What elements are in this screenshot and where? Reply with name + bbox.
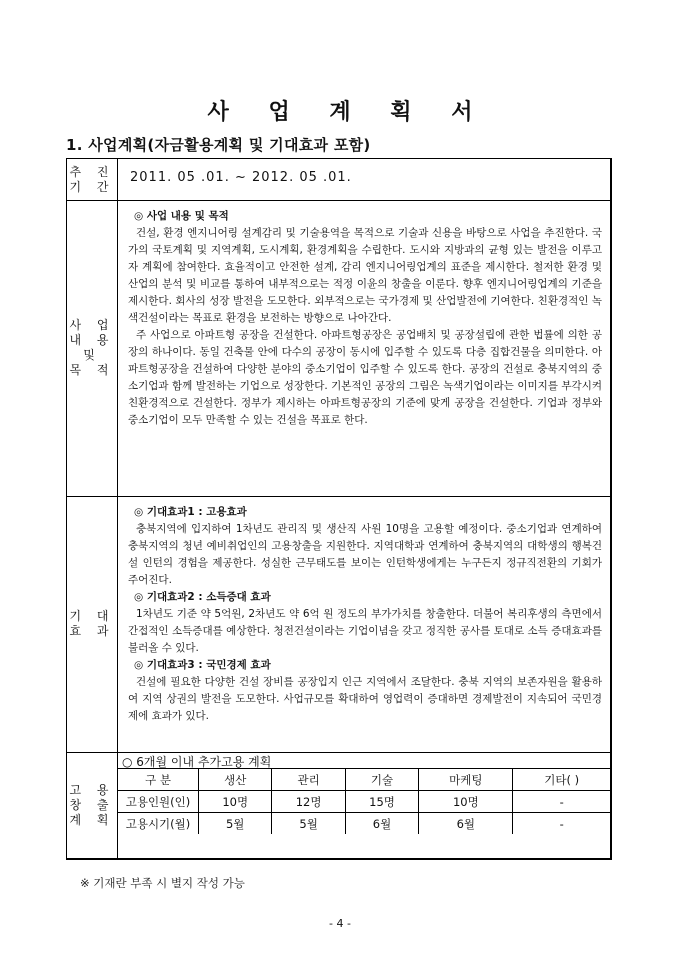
table-row (118, 813, 610, 835)
effects-row (67, 496, 610, 753)
employment-table (118, 769, 610, 834)
effect-heading: ◎ 기대효과1 : 고용효과 (134, 506, 247, 518)
column-header: 기술 (345, 769, 418, 791)
effect-heading: ◎ 기대효과2 : 소득증대 효과 (134, 591, 271, 603)
page-number: - 4 - (329, 917, 351, 930)
table-cell: - (513, 791, 610, 813)
business-label: 사 업 내 용 및 목 적 (67, 200, 118, 496)
effects-label: 기 대 효 과 (67, 496, 118, 752)
table-header-row (118, 769, 610, 791)
period-label: 추 진 기 간 (67, 159, 118, 200)
effect-text: 충북지역에 입지하여 1차년도 관리직 및 생산직 사원 10명을 고용할 예정이다. 중소기업과 연계하여 충북지역의 청년 예비취업인의 고용창출을 지원한다. 지역대학과 연계하여 충북지역의 대학생의 행복건설 인턴의 경험을 제공한다. 성실한 근무태도를 보이는 인턴학생에게는 누구든지 정규직전환의 기회가 주어진다. (128, 523, 602, 586)
table-cell: 6월 (419, 813, 513, 835)
employment-row (67, 752, 610, 859)
table-cell: 10명 (419, 791, 513, 813)
column-header: 생산 (199, 769, 272, 791)
business-content (118, 200, 610, 496)
document-title: 사 업 계 획 서 (207, 99, 489, 125)
table-cell: 고용시기(월) (118, 813, 199, 835)
table-cell: 12명 (272, 791, 345, 813)
employment-content (118, 752, 610, 859)
table-cell: 고용인원(인) (118, 791, 199, 813)
table-cell: 15명 (345, 791, 418, 813)
table-cell: 6월 (345, 813, 418, 835)
column-header: 마케팅 (419, 769, 513, 791)
column-header: 관리 (272, 769, 345, 791)
table-cell: - (513, 813, 610, 835)
effect-text: 건설에 필요한 다양한 건설 장비를 공장입지 인근 지역에서 조달한다. 충북 지역의 보존자원을 활용하여 지역 상권의 발전을 도모한다. 사업규모를 확대하여 영업력이 증대하면 경제발전이 지속되어 국민경제에 효과가 있다. (128, 676, 602, 722)
period-row (67, 159, 610, 201)
business-paragraph: 주 사업으로 아파트형 공장을 건설한다. 아파트형공장은 공업배치 및 공장설립에 관한 법률에 의한 공장의 하나이다. 동일 건축물 안에 다수의 공장이 동시에 입주할 수 있도록 다층 집합건물을 의미한다. 아파트형공장을 건설하여 다양한 분야의 중소기업이 입주할 수 있도록 한다. 공장의 건설로 충북지역의 중소기업과 함께 발전하는 기업으로 성장한다. 기본적인 공장의 그림은 녹색기업이라는 이미지를 부각시켜 친환경적으로 건설한다. 정부가 제시하는 아파트형공장의 기준에 맞게 공장을 건설한다. 기업과 정부와 중소기업이 모두 만족할 수 있는 건설을 목표로 한다. (128, 329, 602, 426)
employment-heading: ○ 6개월 이내 추가고용 계획 (118, 752, 610, 769)
effect-heading: ◎ 기대효과3 : 국민경제 효과 (134, 659, 271, 671)
table-cell: 10명 (199, 791, 272, 813)
period-value: 2011. 05 .01. ~ 2012. 05 .01. (130, 170, 352, 185)
employment-label: 고 용 창 출 계 획 (67, 752, 118, 859)
table-cell: 5월 (272, 813, 345, 835)
column-header: 기타( ) (513, 769, 610, 791)
business-paragraph: 건설, 환경 엔지니어링 설계감리 및 기술용역을 목적으로 기술과 신용을 바탕으로 사업을 추진한다. 국가의 국토계획 및 지역계획, 도시계획, 환경계획을 수립한다. 도시와 지방과의 균형 있는 발전을 이루고자 계획에 참여한다. 효율적이고 안전한 설계, 감리 엔지니어링업계의 표준을 제시한다. 철저한 환경 및 산업의 분석 및 비교를 통하여 내부적으로는 적정 이윤의 창출을 이룬다. 향후 엔지니어링업계의 기준을 제시한다. 회사의 성장 발전을 도모한다. 외부적으로는 국가경제 및 산업발전에 기여한다. 친환경적인 녹색건설이라는 목표로 환경을 보전하는 방향으로 나아간다. (128, 227, 602, 324)
column-header: 구 분 (145, 772, 171, 787)
table-row (118, 791, 610, 813)
business-plan-table (66, 158, 612, 860)
effects-content (118, 496, 610, 752)
section-heading: 1. 사업계획(자금활용계획 및 기대효과 포함) (66, 136, 371, 154)
business-heading: ◎ 사업 내용 및 목적 (134, 210, 229, 222)
effect-text: 1차년도 기준 약 5억원, 2차년도 약 6억 원 정도의 부가가치를 창출한다. 더불어 복리후생의 측면에서 간접적인 소득증대를 예상한다. 청전건설이라는 기업이념을 갖고 정직한 공사를 토대로 소득 증대효과를 불러올 수 있다. (128, 608, 602, 654)
business-row (67, 200, 610, 497)
table-cell: 5월 (199, 813, 272, 835)
footnote: ※ 기재란 부족 시 별지 작성 가능 (80, 876, 245, 890)
